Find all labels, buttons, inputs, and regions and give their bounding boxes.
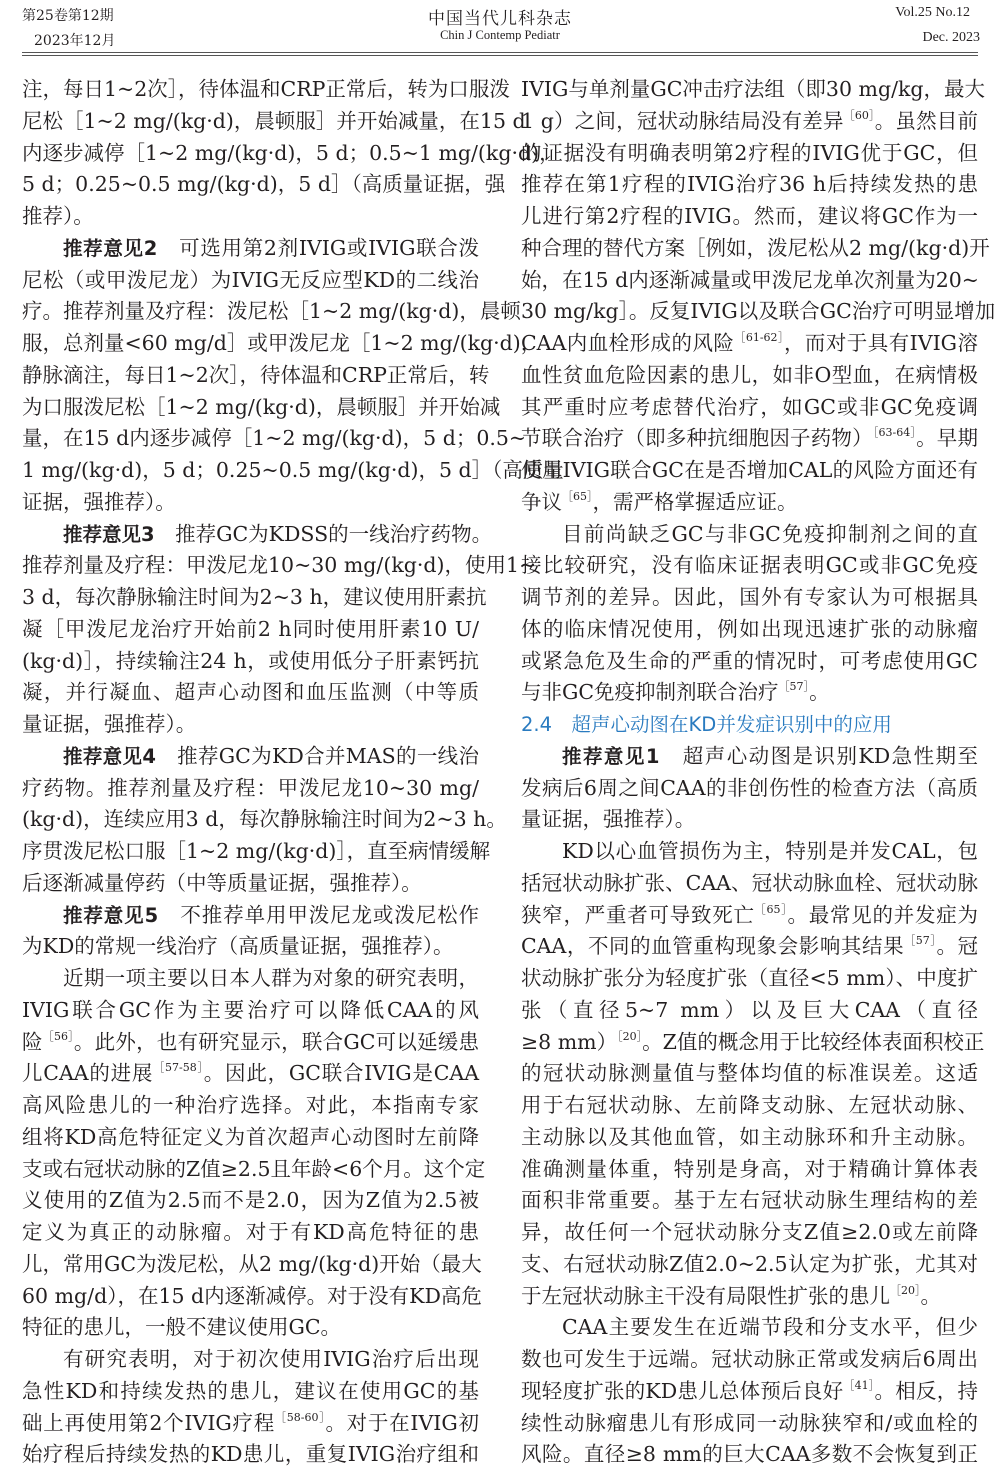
text-line [22, 709, 479, 741]
recommendation-label: 推荐意见3 [63, 522, 155, 546]
citation-ref: ［61-62］ [734, 331, 784, 344]
text-line [22, 1249, 482, 1281]
text-segment: 疗药物。推荐剂量及疗程：甲泼尼龙10~30 mg/ [22, 775, 479, 800]
citation-ref: ［65］ [754, 902, 788, 916]
text-line [521, 138, 978, 170]
text-segment: 推荐GC为KDSS的一线治疗药物。 [154, 521, 493, 546]
text-segment: 推荐在第1疗程的IVIG治疗36 h后持续发热的患 [521, 172, 978, 197]
text-segment: 险 [22, 1029, 43, 1054]
recommendation-label: 推荐意见4 [63, 744, 156, 768]
text-segment: 现轻度扩张的KD患儿总体预后良好 [521, 1378, 844, 1403]
text-segment: 风险。直径≥8 mm的巨大CAA多数不会恢复到正 [521, 1442, 978, 1467]
citation-ref: ［57］ [778, 680, 810, 694]
text-line [521, 1408, 978, 1440]
citation-ref: ［58-60］ [275, 1410, 326, 1424]
text-line [22, 1439, 479, 1471]
text-segment: 血性贫血危险因素的患儿，如非O型血，在病情极 [521, 362, 978, 387]
text-segment: 注，每日1~2次］，待体温和CRP正常后，转为口服泼 [22, 77, 510, 101]
text-line [521, 931, 978, 963]
text-segment: 2.4 超声心动图在KD并发症识别中的应用 [521, 713, 892, 736]
text-segment: 为口服泼尼松［1~2 mg/(kg·d)，晨顿服］并开始减 [22, 394, 501, 419]
citation-ref: ［41］ [843, 1378, 875, 1392]
text-line [22, 233, 479, 265]
text-line [22, 804, 507, 836]
text-segment: 1 mg/(kg·d)，5 d；0.25~0.5 mg/(kg·d)，5 d］（高质量 [22, 458, 564, 482]
text-segment: 。因此，GC联合IVIG是CAA [203, 1061, 480, 1086]
text-segment: 。Z值的概念用于比较经体表面积校正 [642, 1029, 985, 1054]
text-segment: 近期一项主要以日本人群为对象的研究表明， [63, 966, 479, 990]
text-segment: 的证据没有明确表明第2疗程的IVIG优于GC，但 [521, 140, 978, 165]
text-segment: 面积非常重要。基于左右冠状动脉生理结构的差 [521, 1188, 978, 1213]
text-line [521, 1312, 978, 1344]
text-line [22, 74, 510, 106]
text-segment: 60 mg/d），在15 d内逐渐减停。对于没有KD高危 [22, 1283, 482, 1308]
text-line [521, 1058, 978, 1090]
text-line [22, 1154, 486, 1186]
text-line [521, 1154, 978, 1186]
citation-ref: ［20］ [617, 1029, 643, 1043]
text-line [521, 1344, 978, 1376]
journal-title-cn: 中国当代儿科杂志 [428, 9, 572, 29]
text-line [521, 900, 978, 932]
text-segment: 超声心动图是识别KD急性期至 [659, 743, 978, 768]
text-segment: ，需严格掌握适应证。 [592, 489, 798, 514]
volume-issue-en: Vol.25 No.12 [895, 5, 970, 20]
text-line [521, 963, 978, 995]
text-segment: 30 mg/kg］。反复IVIG以及联合GC治疗可明显增加 [521, 299, 996, 324]
text-line [22, 455, 564, 487]
text-segment: 支、右冠状动脉Z值2.0~2.5认定为扩张，尤其对 [521, 1251, 978, 1276]
text-segment: IVIG联合GC作为主要治疗可以降低CAA的风 [22, 997, 479, 1022]
text-segment: 推荐GC为KD合并MAS的一线治 [155, 743, 479, 768]
citation-ref: ［56］ [42, 1029, 74, 1043]
text-segment: ，而对于具有IVIG溶 [783, 331, 978, 355]
text-line [521, 995, 978, 1027]
text-line [22, 1185, 479, 1217]
text-line [521, 550, 978, 582]
text-line [521, 741, 978, 773]
text-segment: (kg·d)，连续应用3 d，每次静脉输注时间为2~3 h。 [22, 807, 507, 832]
text-segment: 础上再使用第2个IVIG疗程 [22, 1410, 276, 1435]
text-segment: 于左冠状动脉主干没有局限性扩张的患儿 [521, 1283, 890, 1308]
text-segment: 使用IVIG联合GC在是否增加CAL的风险方面还有 [521, 458, 978, 482]
text-line [22, 646, 479, 678]
text-line [22, 1376, 479, 1408]
text-segment: CAA，不同的血管重构现象会影响其结果 [521, 934, 905, 959]
text-segment: 疗。推荐剂量及疗程：泼尼松［1~2 mg/(kg·d)，晨顿 [22, 299, 521, 324]
text-segment: 儿，常用GC为泼尼松，从2 mg/(kg·d)开始（最大 [22, 1251, 482, 1276]
text-segment: 序贯泼尼松口服［1~2 mg/(kg·d)］，直至病情缓解 [22, 839, 491, 863]
text-segment: 有研究表明，对于初次使用IVIG治疗后出现 [63, 1347, 479, 1371]
recommendation-label: 推荐意见5 [63, 903, 159, 927]
header-rule-bottom [22, 55, 978, 56]
citation-ref: ［63-64］ [872, 426, 917, 440]
text-segment: 数也可发生于远端。冠状动脉正常或发病后6周出 [521, 1347, 978, 1371]
text-line [22, 1090, 479, 1122]
text-line [521, 423, 978, 455]
text-segment: 与非GC免疫抑制剂联合治疗 [521, 680, 779, 705]
recommendation-label: 推荐意见2 [63, 236, 158, 260]
text-line [521, 296, 996, 328]
text-segment: 。 [809, 680, 830, 705]
text-line [521, 868, 978, 900]
text-line [22, 582, 487, 614]
text-line [521, 455, 978, 487]
text-line [521, 646, 978, 678]
text-line [521, 1439, 978, 1471]
text-segment: 。相反，持 [874, 1378, 978, 1403]
text-line [22, 138, 560, 170]
text-segment: CAA内血栓形成的风险 [521, 331, 735, 355]
text-segment: 为KD的常规一线治疗（高质量证据，强推荐）。 [22, 934, 454, 959]
text-segment: 。最常见的并发症为 [787, 902, 978, 927]
text-line [22, 773, 479, 805]
text-segment: 异，故任何一个冠状动脉分支Z值≥2.0或左前降 [521, 1220, 978, 1244]
text-segment: 后逐渐减量停药（中等质量证据，强推荐）。 [22, 870, 422, 895]
text-segment: 3 d，每次静脉输注时间为2~3 h，建议使用肝素抗 [22, 585, 487, 609]
journal-title-en: Chin J Contemp Pediatr [440, 28, 560, 42]
text-segment: 不推荐单用甲泼尼龙或泼尼松作 [158, 902, 479, 927]
text-segment: 调节剂的差异。因此，国外有专家认为可根据具 [521, 585, 978, 609]
text-segment: 推荐）。 [22, 204, 94, 228]
text-segment: 。 [920, 1283, 941, 1308]
text-line [22, 677, 479, 709]
text-segment: 争议 [521, 489, 562, 514]
text-line [22, 296, 521, 328]
text-segment: 括冠状动脉扩张、CAA、冠状动脉血栓、冠状动脉 [521, 870, 978, 895]
text-segment: IVIG与单剂量GC冲击疗法组（即30 mg/kg，最大 [521, 77, 986, 101]
text-line [22, 1408, 479, 1440]
text-segment: 支或右冠状动脉的Z值≥2.5且年龄<6个月。这个定 [22, 1156, 486, 1181]
text-segment: 始，在15 d内逐渐减量或甲泼尼龙单次剂量为20~ [521, 267, 979, 292]
text-segment: 节联合治疗（即多种抗细胞因子药物） [521, 426, 873, 451]
text-segment: 内逐步减停［1~2 mg/(kg·d)，5 d；0.5~1 mg/(kg·d)， [22, 140, 560, 165]
text-segment: 可选用第2剂IVIG或IVIG联合泼 [157, 235, 479, 260]
text-segment: 高风险患儿的一种治疗选择。对此，本指南专家 [22, 1093, 479, 1117]
text-line [521, 1027, 985, 1059]
text-segment: 尼松（或甲泼尼龙）为IVIG无反应型KD的二线治 [22, 267, 479, 292]
text-segment: 5 d；0.25~0.5 mg/(kg·d)，5 d］（高质量证据，强 [22, 172, 506, 197]
text-line [22, 106, 526, 138]
text-line [521, 582, 978, 614]
text-segment: 的冠状动脉测量值与整体均值的标准误差。这适 [521, 1061, 978, 1086]
text-line [22, 169, 506, 201]
right-column [521, 74, 996, 1471]
text-segment: 量，在15 d内逐步减停［1~2 mg/(kg·d)，5 d；0.5~ [22, 426, 527, 451]
text-line [521, 1376, 978, 1408]
text-line [22, 360, 490, 392]
text-segment: 凝，并行凝血、超声心动图和血压监测（中等质 [22, 680, 479, 705]
text-segment: 义使用的Z值为2.5而不是2.0，因为Z值为2.5被 [22, 1188, 479, 1213]
citation-ref: ［20］ [890, 1283, 921, 1297]
text-line [521, 1281, 978, 1313]
text-segment: 目前尚缺乏GC与非GC免疫抑制剂之间的直 [562, 521, 978, 546]
text-line [521, 392, 978, 424]
text-line [521, 265, 978, 297]
text-line [521, 1185, 978, 1217]
text-segment: ≥8 mm） [521, 1029, 618, 1054]
text-segment: 。虽然目前 [874, 108, 978, 133]
recommendation-label: 推荐意见1 [562, 744, 660, 768]
text-line [521, 233, 990, 265]
text-segment: 狭窄，严重者可导致死亡 [521, 902, 755, 927]
text-segment: KD以心血管损伤为主，特别是并发CAL，包 [562, 839, 978, 863]
text-line [22, 201, 479, 233]
text-line [521, 201, 978, 233]
text-segment: 。对于在IVIG初 [325, 1410, 479, 1435]
text-segment: 其严重时应考虑替代治疗，如GC或非GC免疫调 [521, 394, 978, 419]
text-line [521, 773, 978, 805]
text-segment: 量证据，强推荐）。 [22, 712, 197, 736]
text-segment: 证据，强推荐）。 [22, 489, 176, 514]
citation-ref: ［65］ [562, 489, 593, 503]
text-segment: 用于右冠状动脉、左前降支动脉、左冠状动脉、 [521, 1093, 978, 1117]
text-segment: 尼松［1~2 mg/(kg·d)，晨顿服］并开始减量，在15 d [22, 108, 526, 133]
text-line [521, 804, 978, 836]
text-segment: 体的临床情况使用，例如出现迅速扩张的动脉瘤 [521, 616, 978, 641]
text-line [521, 487, 978, 519]
text-line [22, 1312, 479, 1344]
text-line [521, 836, 978, 868]
date-en: Dec. 2023 [922, 30, 980, 45]
text-segment: 服，总剂量<60 mg/d］或甲泼尼龙［1~2 mg/(kg·d)， [22, 331, 542, 355]
text-line [521, 1122, 978, 1154]
text-segment: 静脉滴注，每日1~2次］，待体温和CRP正常后，转 [22, 362, 490, 387]
text-segment: 准确测量体重，特别是身高，对于精确计算体表 [521, 1156, 978, 1181]
text-line [22, 1217, 479, 1249]
text-line [22, 487, 479, 519]
text-segment: 发病后6周之间CAA的非创伤性的检查方法（高质 [521, 775, 978, 800]
text-line [22, 1058, 479, 1090]
text-segment: 凝［甲泼尼龙治疗开始前2 h同时使用肝素10 U/ [22, 616, 479, 641]
text-line [22, 868, 479, 900]
text-segment: 。此外，也有研究显示，联合GC可以延缓患 [73, 1029, 480, 1054]
citation-ref: ［57］ [904, 934, 937, 948]
text-segment: 儿CAA的进展 [22, 1061, 154, 1086]
text-line [521, 328, 978, 360]
text-line [22, 550, 537, 582]
text-segment: 量证据，强推荐）。 [521, 807, 696, 832]
text-line [521, 1090, 978, 1122]
text-segment: 。早期 [916, 426, 978, 451]
text-line [521, 74, 986, 106]
text-segment: 张（直径5~7 mm）以及巨大CAA（直径 [521, 997, 978, 1022]
section-heading [521, 709, 978, 741]
text-segment: 始疗程后持续发热的KD患儿，重复IVIG治疗组和 [22, 1442, 479, 1467]
text-segment: 推荐剂量及疗程：甲泼尼龙10~30 mg/(kg·d)，使用1~ [22, 553, 537, 578]
text-line [22, 1027, 479, 1059]
text-line [521, 1249, 978, 1281]
text-line [22, 963, 479, 995]
text-line [22, 423, 527, 455]
text-segment: 接比较研究，没有临床证据表明GC或非GC免疫 [521, 553, 978, 578]
text-line [22, 900, 479, 932]
text-segment: 主动脉以及其他血管，如主动脉环和升主动脉。 [521, 1124, 978, 1149]
text-line [22, 1344, 479, 1376]
text-segment: 续性动脉瘤患儿有形成同一动脉狭窄和/或血栓的 [521, 1410, 978, 1435]
text-line [22, 1122, 479, 1154]
text-segment: 种合理的替代方案［例如，泼尼松从2 mg/(kg·d)开 [521, 235, 990, 260]
text-line [521, 1217, 978, 1249]
text-segment: 状动脉扩张分为轻度扩张（直径<5 mm）、中度扩 [521, 966, 978, 990]
citation-ref: ［60］ [843, 108, 875, 122]
text-segment: 1 g）之间，冠状动脉结局没有差异 [521, 108, 844, 133]
text-line [521, 360, 978, 392]
date-cn: 2023年12月 [34, 33, 116, 49]
text-line [22, 931, 479, 963]
text-segment: 特征的患儿，一般不建议使用GC。 [22, 1315, 342, 1340]
text-segment: 急性KD和持续发热的患儿，建议在使用GC的基 [22, 1378, 479, 1403]
text-line [521, 614, 978, 646]
text-segment: 儿进行第2疗程的IVIG。然而，建议将GC作为一 [521, 204, 978, 228]
text-line [22, 614, 479, 646]
text-line [22, 328, 542, 360]
text-line [22, 1281, 482, 1313]
text-segment: 。冠 [936, 934, 979, 959]
text-segment: (kg·d)］，持续输注24 h，或使用低分子肝素钙抗 [22, 648, 479, 673]
text-segment: 或紧急危及生命的严重的情况时，可考虑使用GC [521, 648, 978, 673]
text-segment: 组将KD高危特征定义为首次超声心动图时左前降 [22, 1124, 479, 1149]
header-rule-top [22, 52, 978, 53]
running-header [0, 0, 1000, 60]
text-segment: CAA主要发生在近端节段和分支水平，但少 [562, 1315, 978, 1340]
text-line [521, 677, 978, 709]
text-segment: 定义为真正的动脉瘤。对于有KD高危特征的患 [22, 1220, 479, 1244]
text-line [22, 836, 491, 868]
text-line [22, 392, 501, 424]
text-line [22, 265, 479, 297]
volume-issue-cn: 第25卷第12期 [22, 8, 114, 24]
citation-ref: ［57-58］ [153, 1061, 204, 1075]
text-line [22, 519, 493, 551]
text-line [22, 741, 479, 773]
text-line [521, 169, 978, 201]
text-line [22, 995, 479, 1027]
text-line [521, 519, 978, 551]
text-line [521, 106, 978, 138]
